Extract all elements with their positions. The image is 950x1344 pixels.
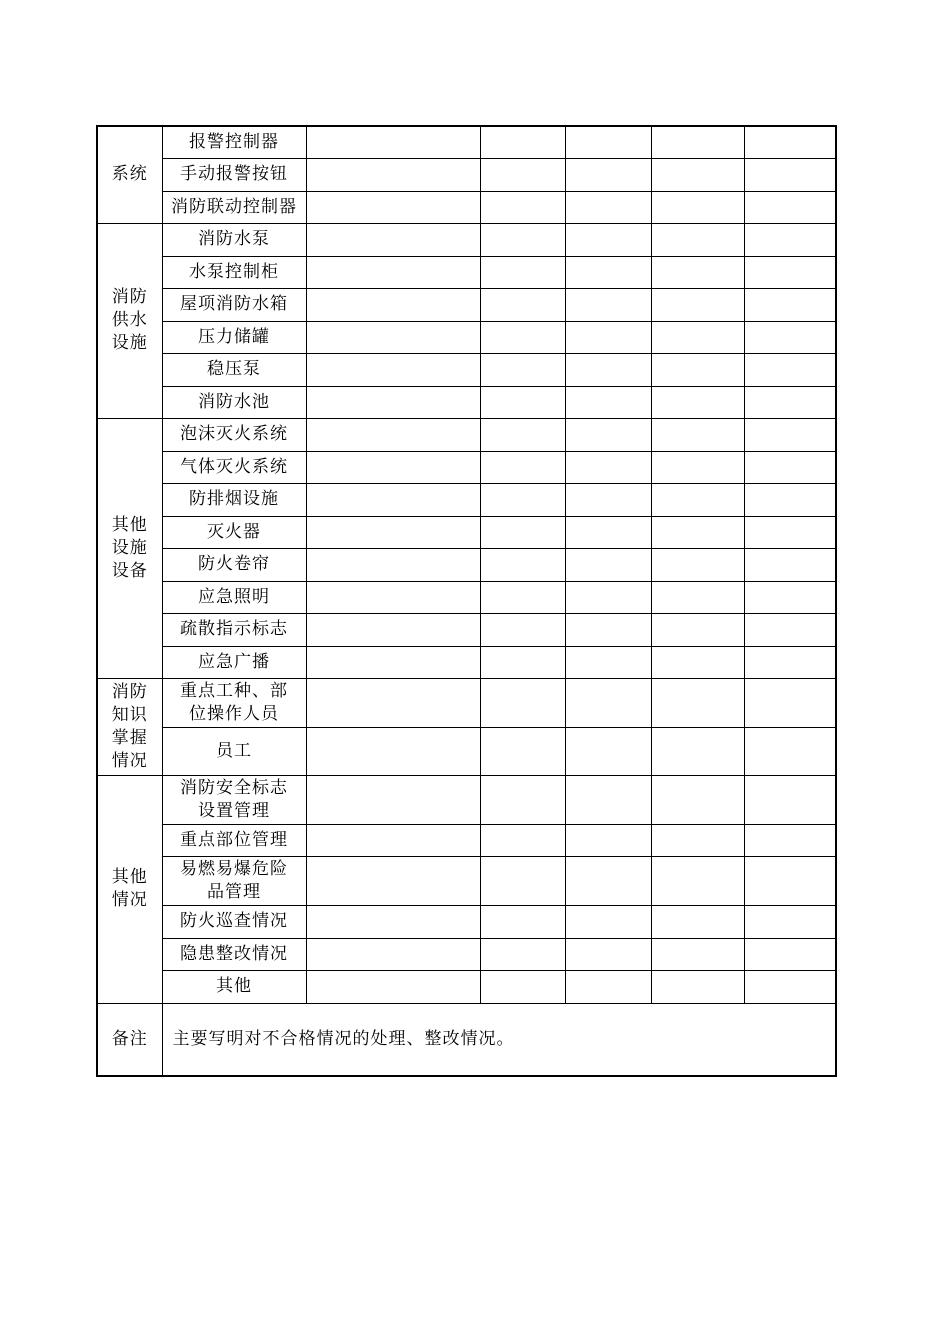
entry-cell[interactable] xyxy=(565,288,651,321)
item-label: 重点工种、部位操作人员 xyxy=(180,680,288,724)
entry-cell[interactable] xyxy=(306,256,480,288)
table-row xyxy=(97,646,836,678)
entry-cell[interactable] xyxy=(744,613,836,646)
entry-cell[interactable] xyxy=(480,824,565,856)
table-row xyxy=(97,288,836,321)
entry-cell[interactable] xyxy=(744,126,836,158)
item-cell: 屋项消防水箱 xyxy=(162,288,306,321)
entry-cell[interactable] xyxy=(480,223,565,256)
entry-cell[interactable] xyxy=(651,126,744,158)
table-row xyxy=(97,905,836,938)
entry-cell[interactable] xyxy=(565,775,651,824)
entry-cell[interactable] xyxy=(565,856,651,905)
item-cell: 灭火器 xyxy=(162,516,306,548)
entry-cell[interactable] xyxy=(744,158,836,191)
entry-cell[interactable] xyxy=(565,678,651,727)
table-row xyxy=(97,223,836,256)
entry-cell[interactable] xyxy=(651,970,744,1003)
entry-cell[interactable] xyxy=(565,386,651,418)
entry-cell[interactable] xyxy=(565,256,651,288)
item-cell: 消防联动控制器 xyxy=(162,191,306,223)
remark-row xyxy=(97,1003,836,1076)
item-cell xyxy=(162,856,306,905)
entry-cell[interactable] xyxy=(306,126,480,158)
entry-cell[interactable] xyxy=(480,288,565,321)
table-row xyxy=(97,483,836,516)
entry-cell[interactable] xyxy=(306,158,480,191)
category-label: 消防知识掌握情况 xyxy=(111,681,148,771)
item-cell: 消防水泵 xyxy=(162,223,306,256)
entry-cell[interactable] xyxy=(565,353,651,386)
entry-cell[interactable] xyxy=(744,483,836,516)
entry-cell[interactable] xyxy=(306,856,480,905)
entry-cell[interactable] xyxy=(480,856,565,905)
item-cell: 防火巡查情况 xyxy=(162,905,306,938)
table-row xyxy=(97,613,836,646)
remark-label: 备注 xyxy=(97,1003,162,1076)
item-cell xyxy=(162,678,306,727)
entry-cell[interactable] xyxy=(744,386,836,418)
entry-cell[interactable] xyxy=(306,678,480,727)
entry-cell[interactable] xyxy=(480,905,565,938)
entry-cell[interactable] xyxy=(565,905,651,938)
entry-cell[interactable] xyxy=(651,321,744,353)
entry-cell[interactable] xyxy=(565,548,651,581)
entry-cell[interactable] xyxy=(651,256,744,288)
entry-cell[interactable] xyxy=(744,970,836,1003)
entry-cell[interactable] xyxy=(651,613,744,646)
entry-cell[interactable] xyxy=(480,646,565,678)
entry-cell[interactable] xyxy=(306,548,480,581)
item-label: 易燃易爆危险品管理 xyxy=(180,858,288,902)
entry-cell[interactable] xyxy=(565,938,651,970)
entry-cell[interactable] xyxy=(480,970,565,1003)
entry-cell[interactable] xyxy=(744,646,836,678)
entry-cell[interactable] xyxy=(565,418,651,451)
entry-cell[interactable] xyxy=(480,158,565,191)
entry-cell[interactable] xyxy=(306,970,480,1003)
table-row xyxy=(97,581,836,613)
category-cell xyxy=(97,775,162,1003)
entry-cell[interactable] xyxy=(480,775,565,824)
entry-cell[interactable] xyxy=(480,126,565,158)
entry-cell[interactable] xyxy=(744,353,836,386)
entry-cell[interactable] xyxy=(651,158,744,191)
entry-cell[interactable] xyxy=(480,483,565,516)
entry-cell[interactable] xyxy=(744,856,836,905)
item-cell: 防排烟设施 xyxy=(162,483,306,516)
entry-cell[interactable] xyxy=(651,938,744,970)
category-cell xyxy=(97,678,162,775)
entry-cell[interactable] xyxy=(744,288,836,321)
item-cell: 应急广播 xyxy=(162,646,306,678)
item-cell: 重点部位管理 xyxy=(162,824,306,856)
entry-cell[interactable] xyxy=(306,646,480,678)
entry-cell[interactable] xyxy=(306,321,480,353)
entry-cell[interactable] xyxy=(565,727,651,775)
item-cell: 消防水池 xyxy=(162,386,306,418)
entry-cell[interactable] xyxy=(651,646,744,678)
entry-cell[interactable] xyxy=(744,678,836,727)
entry-cell[interactable] xyxy=(480,451,565,483)
category-label: 消防供水设施 xyxy=(111,287,148,353)
entry-cell[interactable] xyxy=(565,483,651,516)
entry-cell[interactable] xyxy=(565,970,651,1003)
entry-cell[interactable] xyxy=(565,158,651,191)
entry-cell[interactable] xyxy=(651,223,744,256)
entry-cell[interactable] xyxy=(651,727,744,775)
table-row xyxy=(97,158,836,191)
entry-cell[interactable] xyxy=(306,386,480,418)
entry-cell[interactable] xyxy=(565,451,651,483)
entry-cell[interactable] xyxy=(744,451,836,483)
table-row xyxy=(97,727,836,775)
table-row xyxy=(97,256,836,288)
entry-cell[interactable] xyxy=(651,775,744,824)
entry-cell[interactable] xyxy=(744,516,836,548)
entry-cell[interactable] xyxy=(306,288,480,321)
table-row xyxy=(97,938,836,970)
entry-cell[interactable] xyxy=(306,223,480,256)
item-label: 消防安全标志设置管理 xyxy=(180,777,288,821)
item-cell: 应急照明 xyxy=(162,581,306,613)
entry-cell[interactable] xyxy=(744,256,836,288)
entry-cell[interactable] xyxy=(480,727,565,775)
entry-cell[interactable] xyxy=(651,856,744,905)
table-row xyxy=(97,548,836,581)
item-cell xyxy=(162,775,306,824)
entry-cell[interactable] xyxy=(651,483,744,516)
category-label: 系统 xyxy=(111,164,148,185)
entry-cell[interactable] xyxy=(480,353,565,386)
item-cell: 报警控制器 xyxy=(162,126,306,158)
entry-cell[interactable] xyxy=(565,191,651,223)
entry-cell[interactable] xyxy=(306,516,480,548)
table-row xyxy=(97,856,836,905)
entry-cell[interactable] xyxy=(480,386,565,418)
entry-cell[interactable] xyxy=(565,613,651,646)
table-row xyxy=(97,386,836,418)
table-row xyxy=(97,126,836,158)
table-row xyxy=(97,418,836,451)
entry-cell[interactable] xyxy=(651,353,744,386)
item-cell: 气体灭火系统 xyxy=(162,451,306,483)
table-row xyxy=(97,516,836,548)
entry-cell[interactable] xyxy=(744,548,836,581)
entry-cell[interactable] xyxy=(565,126,651,158)
item-cell: 压力储罐 xyxy=(162,321,306,353)
entry-cell[interactable] xyxy=(651,288,744,321)
entry-cell[interactable] xyxy=(651,824,744,856)
entry-cell[interactable] xyxy=(480,678,565,727)
category-cell xyxy=(97,126,162,223)
entry-cell[interactable] xyxy=(480,191,565,223)
entry-cell[interactable] xyxy=(480,581,565,613)
entry-cell[interactable] xyxy=(651,418,744,451)
entry-cell[interactable] xyxy=(651,678,744,727)
entry-cell[interactable] xyxy=(306,824,480,856)
entry-cell[interactable] xyxy=(480,418,565,451)
entry-cell[interactable] xyxy=(480,938,565,970)
table-row xyxy=(97,353,836,386)
entry-cell[interactable] xyxy=(744,905,836,938)
entry-cell[interactable] xyxy=(306,191,480,223)
table-row xyxy=(97,191,836,223)
entry-cell[interactable] xyxy=(744,418,836,451)
entry-cell[interactable] xyxy=(306,418,480,451)
entry-cell[interactable] xyxy=(744,938,836,970)
item-cell: 隐患整改情况 xyxy=(162,938,306,970)
item-cell: 员工 xyxy=(162,727,306,775)
item-cell: 手动报警按钮 xyxy=(162,158,306,191)
table-row xyxy=(97,775,836,824)
entry-cell[interactable] xyxy=(651,516,744,548)
table-row xyxy=(97,824,836,856)
entry-cell[interactable] xyxy=(306,613,480,646)
entry-cell[interactable] xyxy=(480,256,565,288)
category-label: 其他设施设备 xyxy=(111,514,148,581)
entry-cell[interactable] xyxy=(744,775,836,824)
entry-cell[interactable] xyxy=(744,223,836,256)
item-cell: 水泵控制柜 xyxy=(162,256,306,288)
category-cell xyxy=(97,418,162,678)
inspection-table xyxy=(96,125,837,1077)
item-cell: 防火卷帘 xyxy=(162,548,306,581)
entry-cell[interactable] xyxy=(565,646,651,678)
entry-cell[interactable] xyxy=(306,483,480,516)
entry-cell[interactable] xyxy=(480,321,565,353)
entry-cell[interactable] xyxy=(651,386,744,418)
item-cell: 泡沫灭火系统 xyxy=(162,418,306,451)
entry-cell[interactable] xyxy=(565,223,651,256)
table-row xyxy=(97,970,836,1003)
entry-cell[interactable] xyxy=(306,727,480,775)
entry-cell[interactable] xyxy=(651,548,744,581)
category-label: 其他情况 xyxy=(111,867,148,910)
table-row xyxy=(97,321,836,353)
entry-cell[interactable] xyxy=(565,321,651,353)
entry-cell[interactable] xyxy=(651,191,744,223)
entry-cell[interactable] xyxy=(306,938,480,970)
entry-cell[interactable] xyxy=(480,516,565,548)
entry-cell[interactable] xyxy=(306,775,480,824)
entry-cell[interactable] xyxy=(306,581,480,613)
entry-cell[interactable] xyxy=(744,581,836,613)
item-cell: 疏散指示标志 xyxy=(162,613,306,646)
entry-cell[interactable] xyxy=(744,191,836,223)
remark-text[interactable]: 主要写明对不合格情况的处理、整改情况。 xyxy=(162,1003,836,1076)
entry-cell[interactable] xyxy=(565,581,651,613)
table-row xyxy=(97,451,836,483)
entry-cell[interactable] xyxy=(480,548,565,581)
entry-cell[interactable] xyxy=(744,321,836,353)
entry-cell[interactable] xyxy=(744,824,836,856)
entry-cell[interactable] xyxy=(651,581,744,613)
entry-cell[interactable] xyxy=(565,516,651,548)
entry-cell[interactable] xyxy=(306,451,480,483)
entry-cell[interactable] xyxy=(565,824,651,856)
item-cell: 其他 xyxy=(162,970,306,1003)
table-row xyxy=(97,678,836,727)
category-cell xyxy=(97,223,162,418)
entry-cell[interactable] xyxy=(306,353,480,386)
entry-cell[interactable] xyxy=(306,905,480,938)
entry-cell[interactable] xyxy=(651,905,744,938)
entry-cell[interactable] xyxy=(651,451,744,483)
entry-cell[interactable] xyxy=(480,613,565,646)
entry-cell[interactable] xyxy=(744,727,836,775)
item-cell: 稳压泵 xyxy=(162,353,306,386)
